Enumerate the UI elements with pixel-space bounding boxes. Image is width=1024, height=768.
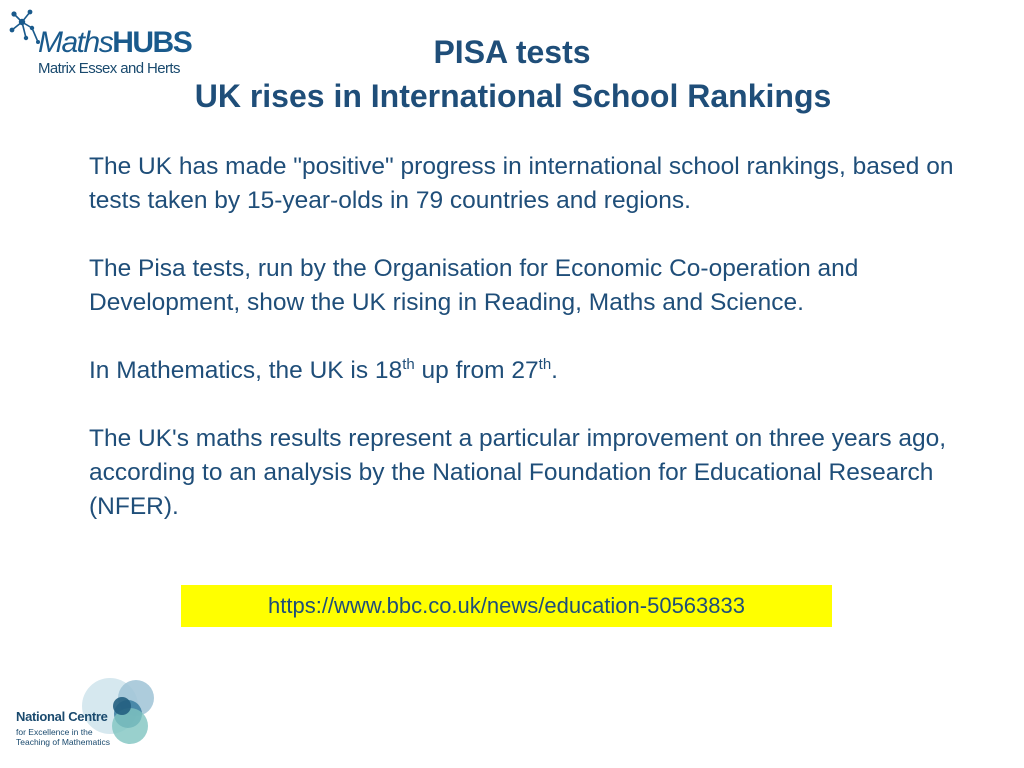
source-link[interactable]: https://www.bbc.co.uk/news/education-50563833 — [181, 585, 832, 627]
ranking-ordinal-2: th — [538, 355, 552, 373]
ncetm-line-3: Teaching of Mathematics — [16, 737, 111, 747]
paragraph-nfer: The UK's maths results represent a particular improvement on three years ago, according to an analysis by the National Foundation for Educational Research (NFER). — [89, 425, 947, 520]
ranking-ordinal-1: th — [402, 355, 415, 373]
paragraph-ranking — [89, 354, 994, 388]
paragraph-progress: The UK has made "positive" progress in international school rankings, based on tests taken by 15-year-olds in 79 countries and regions. — [89, 153, 954, 214]
page-title: PISA tests — [433, 34, 591, 70]
ncetm-logo — [10, 676, 180, 756]
page-subtitle: UK rises in International School Rankings — [194, 78, 832, 114]
ranking-middle: up from 27 — [414, 357, 539, 384]
maths-hubs-subtitle: Matrix Essex and Herts — [38, 60, 180, 77]
logo-word-hubs: HUBS — [112, 26, 192, 59]
logo-word-maths: Maths — [38, 26, 113, 59]
slide-body — [89, 150, 994, 558]
slide-header — [0, 30, 1024, 118]
ranking-prefix: In Mathematics, the UK is 18 — [89, 357, 403, 384]
paragraph-pisa: The Pisa tests, run by the Organisation for Economic Co-operation and Development, show the UK rising in Reading, Maths and Science. — [89, 255, 859, 316]
ncetm-line-2: for Excellence in the — [16, 727, 93, 737]
ranking-suffix: . — [551, 357, 558, 384]
ncetm-name: National Centre — [16, 709, 108, 724]
